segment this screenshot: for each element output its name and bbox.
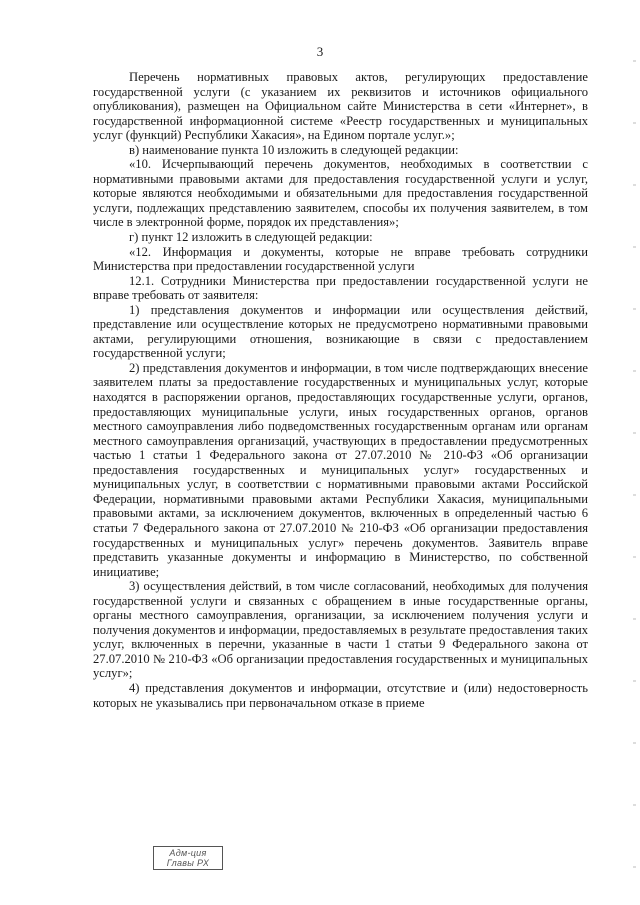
scan-margin-marks [633, 0, 636, 905]
paragraph-subitem-1: 1) представления документов и информации или осуществления действий, представление или осуществление которых не предусмотрено нормативными правовыми актами, регулирующими отношения, возникающие в связи с предоставлением государственной услуги; [93, 302, 588, 361]
document-body [93, 70, 588, 710]
paragraph-item-10: «10. Исчерпывающий перечень документов, необходимых в соответствии с нормативными правовыми актами для предоставления государственной услуги и услуг, которые являются необходимыми и обязательными для предоставления государственной услуги, подлежащих представлению заявителем, способы их получения заявителем, в том числе в электронной форме, порядок их представления»; [93, 157, 588, 230]
paragraph-item-v: в) наименование пункта 10 изложить в следующей редакции: [129, 142, 459, 157]
stamp-line-1: Адм-ция [169, 848, 207, 858]
paragraph-subitem-3: 3) осуществления действий, в том числе согласований, необходимых для получения государственной услуги и связанных с обращением в иные государственные органы, органы местного самоуправления, организации, за исключением получения услуги и получения документов и информации, предоставляемых в результате предоставления таких услуг, включенных в перечни, указанные в части 1 статьи 9 Федерального закона от 27.07.2010 № 210-ФЗ «Об организации предоставления государственных и муниципальных услуг»; [93, 579, 588, 681]
paragraph-item-g: г) пункт 12 изложить в следующей редакции: [129, 230, 373, 245]
paragraph-legal-acts-list: Перечень нормативных правовых актов, регулирующих предоставление государственной услуги (с указанием их реквизитов и источников официального опубликования), размещен на Официальном сайте Министерства в сети «Интернет», в государственной информационной системе «Реестр государственных и муниципальных услуг (функций) Республики Хакасия», на Едином портале услуг.»; [93, 70, 588, 143]
paragraph-item-12-heading: «12. Информация и документы, которые не вправе требовать сотрудники Министерства при предоставлении государственной услуги [93, 244, 588, 274]
stamp-line-2: Главы РХ [166, 858, 210, 868]
office-stamp [153, 846, 223, 870]
paragraph-subitem-2: 2) представления документов и информации, в том числе подтверждающих внесение заявителем платы за предоставление государственных и муниципальных услуг, которые находятся в распоряжении органов, предоставляющих государственные услуги, органов, предоставляющих муниципальные услуги, иных государственных органов, органов местного самоуправления либо подведомственных государственным органам или органам местного самоуправления организаций, участвующих в предоставлении предусмотренных частью 1 статьи 1 Федерального закона от 27.07.2010 № 210-ФЗ «Об организации предоставления государственных и муниципальных услуг» государственных и муниципальных услуг, в соответствии с нормативными правовыми актами Российской Федерации, нормативными правовыми актами Республики Хакасия, муниципальными правовыми актами, за исключением документов, включенных в определенный частью 6 статьи 7 Федерального закона от 27.07.2010 № 210-ФЗ «Об организации предоставления государственных и муниципальных услуг» перечень документов. Заявитель вправе представить указанные документы и информацию в Министерство, по собственной инициативе; [93, 360, 588, 579]
paragraph-item-12-1: 12.1. Сотрудники Министерства при предоставлении государственной услуги не вправе требовать от заявителя: [93, 273, 588, 303]
page-number: 3 [316, 44, 324, 59]
paragraph-subitem-4: 4) представления документов и информации, отсутствие и (или) недостоверность которых не указывались при первоначальном отказе в приеме [93, 680, 588, 710]
